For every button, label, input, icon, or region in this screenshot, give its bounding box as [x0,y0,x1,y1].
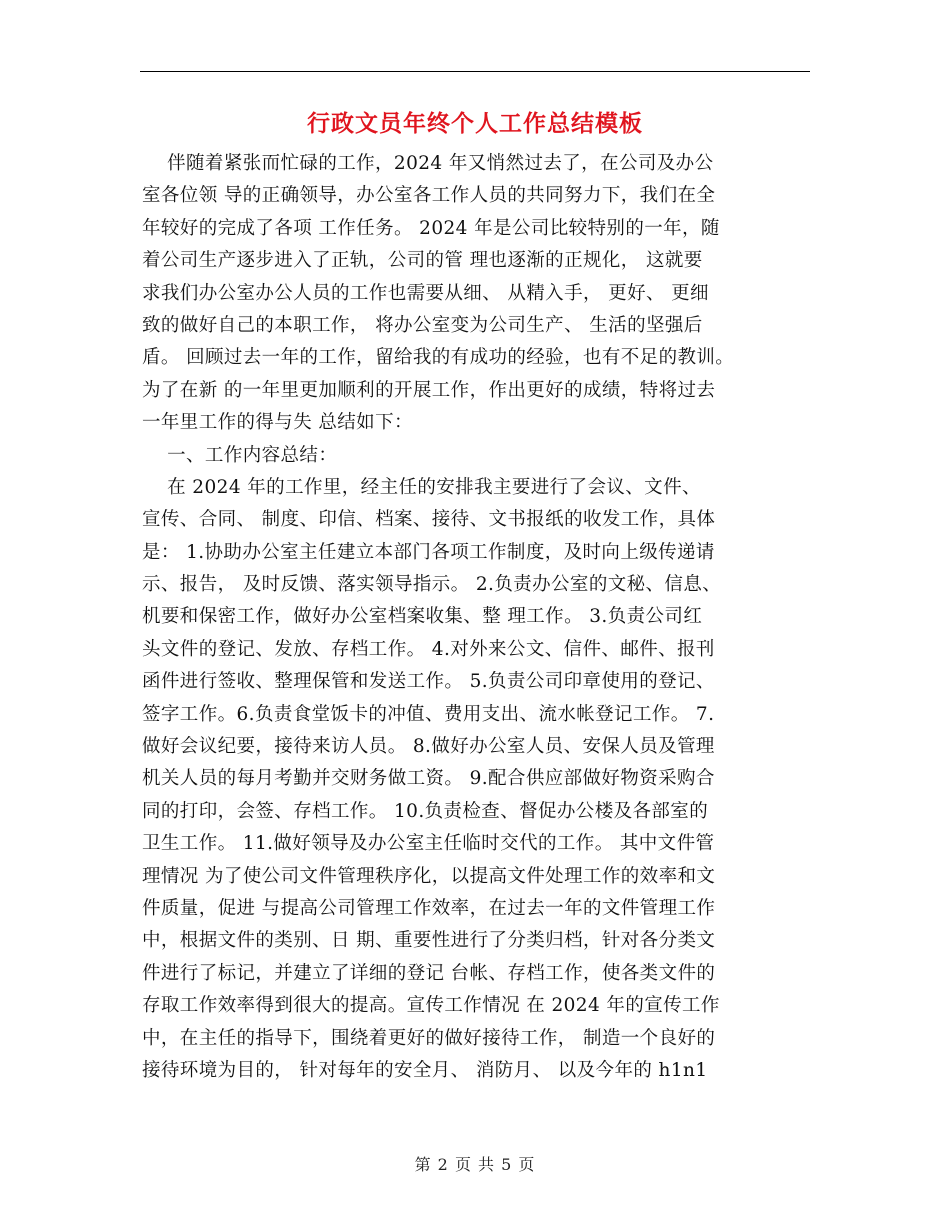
body-line: 室各位领 导的正确领导，办公室各工作人员的共同努力下，我们在全 [142,185,716,207]
body-line: 存取工作效率得到很大的提高。宣传工作情况 在 2024 年的宣传工作 [142,995,720,1017]
body-line: 致的做好自己的本职工作， 将办公室变为公司生产、 生活的坚强后 [142,314,703,336]
body-line: 接待环境为目的， 针对每年的安全月、 消防月、 以及今年的 h1n1 [142,1059,708,1081]
body-line: 求我们办公室办公人员的工作也需要从细、 从精入手， 更好、 更细 [142,282,709,304]
body-line: 是： 1.协助办公室主任建立本部门各项工作制度，及时向上级传递请 [142,541,715,563]
body-line: 中，在主任的指导下，围绕着更好的做好接待工作， 制造一个良好的 [142,1027,716,1049]
body-line: 为了在新 的一年里更加顺利的开展工作，作出更好的成绩，特将过去 [142,379,716,401]
body-line: 中，根据文件的类别、日 期、重要性进行了分类归档，针对各分类文 [142,930,716,952]
body-line: 伴随着紧张而忙碌的工作，2024 年又悄然过去了，在公司及办公 [142,153,714,174]
body-line: 机要和保密工作，做好办公室档案收集、整 理工作。 3.负责公司红 [142,606,703,628]
body-line: 示、报告， 及时反馈、落实领导指示。 2.负责办公室的文秘、信息、 [142,574,722,596]
body-line: 在 2024 年的工作里，经主任的安排我主要进行了会议、文件、 [142,476,701,498]
document-body [142,148,810,1087]
section-heading: 一、工作内容总结： [142,444,338,466]
body-line: 件进行了标记，并建立了详细的登记 台帐、存档工作，使各类文件的 [142,962,716,984]
body-line: 件质量，促进 与提高公司管理工作效率，在过去一年的文件管理工作 [142,897,716,919]
body-line: 宣传、合同、 制度、印信、档案、接待、文书报纸的收发工作，具体 [142,509,716,531]
body-line: 一年里工作的得与失 总结如下： [142,412,413,434]
body-line: 卫生工作。 11.做好领导及办公室主任临时交代的工作。 其中文件管 [142,833,715,855]
document-title: 行政文员年终个人工作总结模板 [307,110,643,137]
body-line: 理情况 为了使公司文件管理秩序化，以提高文件处理工作的效率和文 [142,865,716,887]
body-line: 机关人员的每月考勤并交财务做工资。 9.配合供应部做好物资采购合 [142,768,715,790]
body-line: 同的打印，会签、存档工作。 10.负责检查、督促办公楼及各部室的 [142,800,709,822]
body-line: 着公司生产逐步进入了正轨，公司的管 理也逐渐的正规化， 这就要 [142,250,703,272]
page-number-footer: 第 2 页 共 5 页 [414,1155,536,1174]
body-line: 签字工作。6.负责食堂饭卡的冲值、费用支出、流水帐登记工作。 7. [142,703,715,725]
body-line: 函件进行签收、整理保管和发送工作。 5.负责公司印章使用的登记、 [142,671,715,693]
body-line: 做好会议纪要，接待来访人员。 8.做好办公室人员、安保人员及管理 [142,736,715,758]
body-line: 盾。 回顾过去一年的工作，留给我的有成功的经验，也有不足的教训。 [142,347,735,369]
header-rule [140,71,810,72]
body-line: 头文件的登记、发放、存档工作。 4.对外来公文、信件、邮件、报刊 [142,638,715,660]
body-line: 年较好的完成了各项 工作任务。 2024 年是公司比较特别的一年，随 [142,217,720,239]
